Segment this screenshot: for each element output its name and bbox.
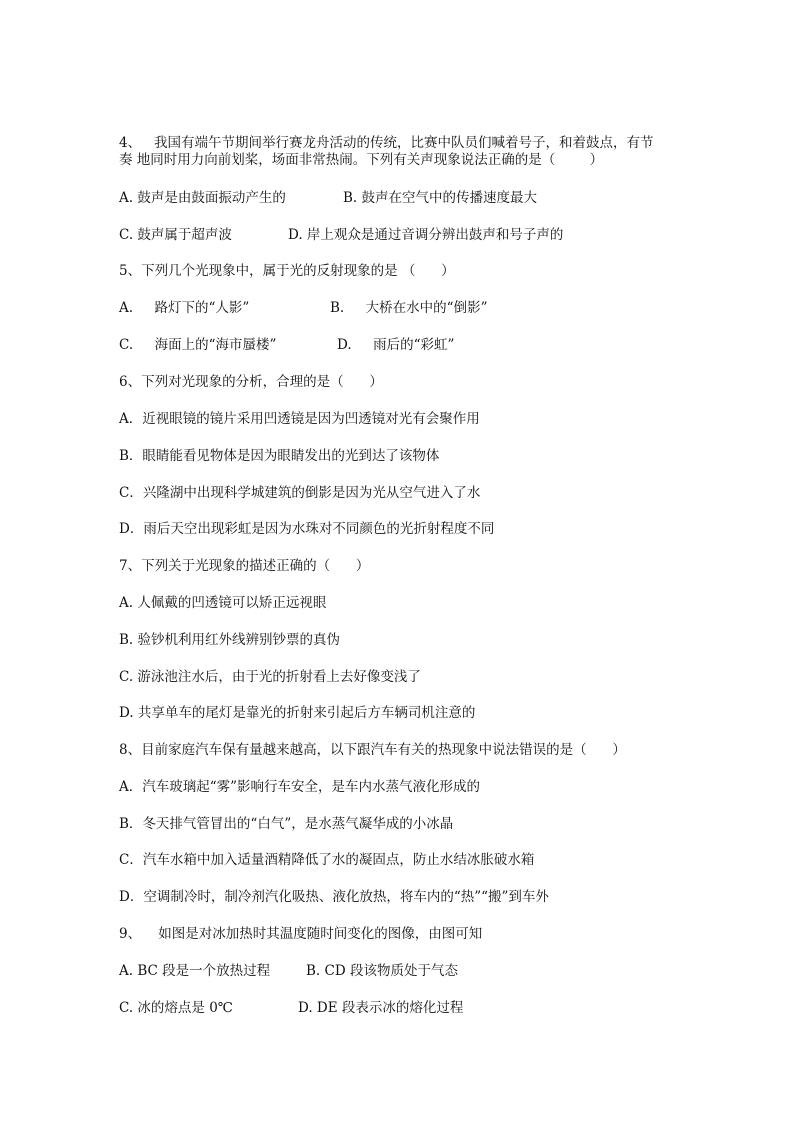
q4-option-d: D. 岸上观众是通过音调分辨出鼓声和号子声的 [288, 227, 564, 243]
q5-stem: 5、下列几个光现象中，属于光的反射现象的是 （ ） [119, 263, 455, 279]
q8-option-b: B．冬天排气管冒出的“白气”，是水蒸气凝华成的小冰晶 [119, 816, 454, 832]
q5-option-a: A. 路灯下的“人影” [119, 300, 250, 316]
q4-option-a: A. 鼓声是由鼓面振动产生的 [119, 190, 286, 206]
q9-option-c: C. 冰的熔点是 0℃ [119, 1000, 233, 1016]
q7-stem: 7、下列关于光现象的描述正确的（ ） [119, 558, 370, 574]
q8-option-a: A．汽车玻璃起“雾”影响行车安全，是车内水蒸气液化形成的 [119, 779, 481, 795]
q7-option-a: A. 人佩戴的凹透镜可以矫正远视眼 [119, 595, 327, 611]
q6-option-d: D．雨后天空出现彩虹是因为水珠对不同颜色的光折射程度不同 [119, 521, 495, 537]
q6-option-c: C．兴隆湖中出现科学城建筑的倒影是因为光从空气进入了水 [119, 485, 481, 501]
q9-option-a: A. BC 段是一个放热过程 [119, 963, 271, 979]
q5-option-b: B. 大桥在水中的“倒影” [330, 300, 488, 316]
q7-option-b: B. 验钞机利用红外线辨别钞票的真伪 [119, 632, 341, 648]
q5-option-d: D. 雨后的“彩虹” [337, 337, 455, 353]
q6-option-a: A．近视眼镜的镜片采用凹透镜是因为凹透镜对光有会聚作用 [119, 411, 480, 427]
q4-stem-line1: 4、 我国有端午节期间举行赛龙舟活动的传统，比赛中队员们喊着号子，和着鼓点，有节 [119, 135, 654, 151]
q4-option-b: B. 鼓声在空气中的传播速度最大 [343, 190, 538, 206]
q9-stem: 9、 如图是对冰加热时其温度随时间变化的图像，由图可知 [119, 926, 483, 942]
q8-option-d: D．空调制冷时，制冷剂汽化吸热、液化放热，将车内的“热”“搬”到车外 [119, 889, 549, 905]
q6-option-b: B．眼睛能看见物体是因为眼睛发出的光到达了该物体 [119, 448, 440, 464]
q8-option-c: C．汽车水箱中加入适量酒精降低了水的凝固点，防止水结冰胀破水箱 [119, 852, 535, 868]
q9-option-b: B. CD 段该物质处于气态 [306, 963, 458, 979]
q4-stem-line2: 奏 地同时用力向前划桨，场面非常热闹。下列有关声现象说法正确的是（ ） [119, 152, 604, 168]
q5-option-c: C. 海面上的“海市蜃楼” [119, 337, 277, 353]
q7-option-d: D. 共享单车的尾灯是靠光的折射来引起后方车辆司机注意的 [119, 705, 476, 721]
q9-option-d: D. DE 段表示冰的熔化过程 [298, 1000, 464, 1016]
q8-stem: 8、目前家庭汽车保有量越来越高，以下跟汽车有关的热现象中说法错误的是（ ） [119, 742, 626, 758]
q4-option-c: C. 鼓声属于超声波 [119, 227, 232, 243]
q6-stem: 6、下列对光现象的分析，合理的是（ ） [119, 374, 383, 390]
q7-option-c: C. 游泳池注水后，由于光的折射看上去好像变浅了 [119, 669, 421, 685]
